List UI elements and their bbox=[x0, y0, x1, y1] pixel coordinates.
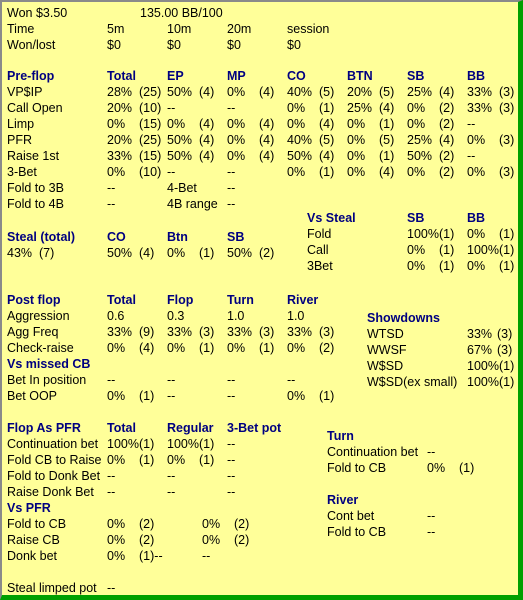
preflop-cell-count: (1) bbox=[379, 149, 395, 163]
preflop-cell-value: 20% bbox=[107, 133, 133, 147]
fold-to-3b-value: -- bbox=[107, 181, 116, 195]
bb-per-100: 135.00 BB/100 bbox=[140, 6, 223, 20]
vs-steal-cell-count: (1) bbox=[499, 259, 515, 273]
flop-as-pfr-cell-value: -- bbox=[167, 469, 176, 483]
vs-steal-cell-count: (1) bbox=[499, 227, 515, 241]
preflop-cell-count: (4) bbox=[439, 85, 455, 99]
preflop-cell-value: 25% bbox=[407, 133, 433, 147]
preflop-cell-value: 20% bbox=[107, 101, 133, 115]
flop-as-pfr-row-label: Fold to Donk Bet bbox=[7, 469, 101, 483]
wonlost-5m: $0 bbox=[107, 38, 121, 52]
vs-steal-cell-value: 0% bbox=[407, 243, 426, 257]
preflop-col-bb: BB bbox=[467, 69, 486, 83]
preflop-cell-value: 0% bbox=[227, 149, 246, 163]
missed-cb-cell-value: 0% bbox=[107, 389, 126, 403]
showdown-value: 33% bbox=[467, 327, 493, 341]
vs-steal-cell-count: (1) bbox=[499, 243, 515, 257]
preflop-cell-count: (4) bbox=[259, 85, 275, 99]
postflop-row-label: Aggression bbox=[7, 309, 70, 323]
steal-value: 0% bbox=[167, 246, 186, 260]
preflop-col-sb: SB bbox=[407, 69, 425, 83]
preflop-cell-count: (4) bbox=[379, 101, 395, 115]
preflop-row-label: VP$IP bbox=[7, 85, 43, 99]
wonlost-label: Won/lost bbox=[7, 38, 56, 52]
postflop-cell-value: 1.0 bbox=[287, 309, 305, 323]
river-value: -- bbox=[427, 509, 436, 523]
preflop-cell-value: 0% bbox=[227, 85, 246, 99]
vs-pfr-row-label: Donk bet bbox=[7, 549, 58, 563]
preflop-cell-value: 0% bbox=[467, 165, 486, 179]
steal-col-btn: Btn bbox=[167, 230, 188, 244]
vs-pfr-cell-count: (2) bbox=[139, 517, 155, 531]
postflop-cell-value: 33% bbox=[287, 325, 313, 339]
steal-col-co: CO bbox=[107, 230, 126, 244]
preflop-cell-value: 0% bbox=[227, 133, 246, 147]
showdown-label: WWSF bbox=[367, 343, 407, 357]
flop-as-pfr-cell-count: (1) bbox=[139, 437, 155, 451]
postflop-cell-count: (3) bbox=[259, 325, 275, 339]
vs-steal-col-bb: BB bbox=[467, 211, 486, 225]
turn-value: -- bbox=[427, 445, 436, 459]
preflop-cell-value: 50% bbox=[167, 133, 193, 147]
vs-steal-header: Vs Steal bbox=[307, 211, 356, 225]
turn-count: (1) bbox=[459, 461, 475, 475]
flop-as-pfr-cell-value: -- bbox=[167, 485, 176, 499]
preflop-cell-count: (2) bbox=[439, 117, 455, 131]
turn-value: 0% bbox=[427, 461, 446, 475]
preflop-cell-value: 0% bbox=[467, 133, 486, 147]
preflop-header: Pre-flop bbox=[7, 69, 55, 83]
showdown-value: 100%(1) bbox=[467, 375, 515, 389]
preflop-cell-count: (4) bbox=[439, 133, 455, 147]
postflop-row-label: Agg Freq bbox=[7, 325, 59, 339]
preflop-cell-count: (25) bbox=[139, 133, 162, 147]
missed-cb-cell-value: -- bbox=[107, 373, 116, 387]
preflop-col-btn: BTN bbox=[347, 69, 373, 83]
fourbet-label: 4-Bet bbox=[167, 181, 197, 195]
showdowns-header: Showdowns bbox=[367, 311, 440, 325]
steal-value: 50% bbox=[227, 246, 253, 260]
preflop-cell-count: (4) bbox=[199, 85, 215, 99]
preflop-cell-value: 0% bbox=[347, 133, 366, 147]
postflop-cell-value: 1.0 bbox=[227, 309, 245, 323]
postflop-cell-value: 33% bbox=[167, 325, 193, 339]
preflop-cell-value: 0% bbox=[227, 117, 246, 131]
preflop-cell-value: 0% bbox=[287, 101, 306, 115]
preflop-cell-value: 33% bbox=[107, 149, 133, 163]
steal-header: Steal (total) bbox=[7, 230, 76, 244]
postflop-col-turn: Turn bbox=[227, 293, 254, 307]
showdown-value: 67% bbox=[467, 343, 493, 357]
showdown-label: W$SD bbox=[367, 359, 404, 373]
preflop-cell-value: 33% bbox=[467, 101, 493, 115]
preflop-cell-count: (4) bbox=[319, 149, 335, 163]
flop-as-pfr-cell-value: 0% bbox=[107, 453, 126, 467]
steal-count: (4) bbox=[139, 246, 155, 260]
period-10m: 10m bbox=[167, 22, 192, 36]
vs-pfr-cell-count: (2) bbox=[234, 517, 250, 531]
steal-limped-label: Steal limped pot bbox=[7, 581, 97, 595]
preflop-cell-value: 0% bbox=[407, 165, 426, 179]
time-label: Time bbox=[7, 22, 35, 36]
steal-count: (2) bbox=[259, 246, 275, 260]
preflop-cell-value: -- bbox=[227, 165, 236, 179]
preflop-cell-count: (4) bbox=[259, 117, 275, 131]
vs-pfr-cell-value: 0% bbox=[107, 549, 126, 563]
vs-steal-cell-value: 0% bbox=[467, 259, 486, 273]
showdown-label: WTSD bbox=[367, 327, 404, 341]
preflop-cell-count: (1) bbox=[319, 101, 335, 115]
vs-steal-cell-value: 100% bbox=[407, 227, 439, 241]
preflop-cell-count: (5) bbox=[379, 133, 395, 147]
preflop-cell-value: 0% bbox=[347, 117, 366, 131]
preflop-col-ep: EP bbox=[167, 69, 184, 83]
won-amount: Won $3.50 bbox=[7, 6, 68, 20]
vs-pfr-cell-value: 0% bbox=[107, 533, 126, 547]
river-header: River bbox=[327, 493, 359, 507]
preflop-col-mp: MP bbox=[227, 69, 246, 83]
showdown-count: (3) bbox=[497, 327, 513, 341]
preflop-row-label: Raise 1st bbox=[7, 149, 60, 163]
preflop-cell-value: 33% bbox=[467, 85, 493, 99]
vs-pfr-row-label: Fold to CB bbox=[7, 517, 67, 531]
preflop-cell-value: 50% bbox=[287, 149, 313, 163]
vs-steal-row-label: Call bbox=[307, 243, 329, 257]
vs-pfr-cell-value: 0% bbox=[202, 533, 221, 547]
fourb-range-value: -- bbox=[227, 197, 236, 211]
postflop-cell-value: 33% bbox=[107, 325, 133, 339]
missed-cb-row-label: Bet OOP bbox=[7, 389, 58, 403]
flop-as-pfr-col-3bet: 3-Bet pot bbox=[227, 421, 282, 435]
preflop-cell-count: (2) bbox=[439, 165, 455, 179]
preflop-cell-value: 25% bbox=[347, 101, 373, 115]
wonlost-20m: $0 bbox=[227, 38, 241, 52]
period-session: session bbox=[287, 22, 330, 36]
postflop-cell-count: (4) bbox=[139, 341, 155, 355]
postflop-cell-count: (3) bbox=[199, 325, 215, 339]
wonlost-10m: $0 bbox=[167, 38, 181, 52]
postflop-header: Post flop bbox=[7, 293, 61, 307]
preflop-cell-value: 0% bbox=[167, 117, 186, 131]
preflop-cell-count: (4) bbox=[199, 117, 215, 131]
preflop-cell-count: (5) bbox=[379, 85, 395, 99]
fold-to-4b-value: -- bbox=[107, 197, 116, 211]
flop-as-pfr-cell-value: -- bbox=[227, 469, 236, 483]
preflop-cell-count: (10) bbox=[139, 101, 162, 115]
preflop-cell-count: (2) bbox=[439, 149, 455, 163]
steal-count: (7) bbox=[39, 246, 55, 260]
vs-steal-row-label: 3Bet bbox=[307, 259, 333, 273]
flop-as-pfr-cell-count: (1) bbox=[199, 453, 215, 467]
preflop-cell-value: 28% bbox=[107, 85, 133, 99]
flop-as-pfr-cell-value: 100% bbox=[107, 437, 139, 451]
flop-as-pfr-row-label: Continuation bet bbox=[7, 437, 99, 451]
river-label: Cont bet bbox=[327, 509, 375, 523]
missed-cb-cell-count: (1) bbox=[319, 389, 335, 403]
postflop-cell-count: (2) bbox=[319, 341, 335, 355]
missed-cb-cell-value: -- bbox=[167, 389, 176, 403]
river-label: Fold to CB bbox=[327, 525, 387, 539]
steal-value: 43% bbox=[7, 246, 33, 260]
preflop-cell-count: (4) bbox=[199, 149, 215, 163]
postflop-row-label: Check-raise bbox=[7, 341, 74, 355]
preflop-cell-value: 0% bbox=[287, 165, 306, 179]
preflop-cell-value: 40% bbox=[287, 85, 313, 99]
vs-pfr-cell-value: 0% bbox=[202, 517, 221, 531]
postflop-cell-value: 33% bbox=[227, 325, 253, 339]
vs-steal-cell-value: 100% bbox=[467, 243, 499, 257]
steal-count: (1) bbox=[199, 246, 215, 260]
postflop-col-total: Total bbox=[107, 293, 136, 307]
fourb-range-label: 4B range bbox=[167, 197, 218, 211]
vs-steal-cell-value: 0% bbox=[407, 259, 426, 273]
preflop-cell-count: (4) bbox=[259, 133, 275, 147]
postflop-cell-value: 0% bbox=[287, 341, 306, 355]
period-20m: 20m bbox=[227, 22, 252, 36]
preflop-cell-value: 0% bbox=[107, 165, 126, 179]
preflop-cell-count: (15) bbox=[139, 149, 162, 163]
preflop-row-label: PFR bbox=[7, 133, 32, 147]
vs-pfr-cell-value: -- bbox=[202, 549, 211, 563]
fold-to-4b-label: Fold to 4B bbox=[7, 197, 64, 211]
vs-steal-cell-value: 0% bbox=[467, 227, 486, 241]
preflop-cell-value: 0% bbox=[407, 101, 426, 115]
preflop-cell-value: 0% bbox=[107, 117, 126, 131]
preflop-cell-value: 0% bbox=[287, 117, 306, 131]
postflop-col-river: River bbox=[287, 293, 319, 307]
preflop-cell-value: 50% bbox=[407, 149, 433, 163]
preflop-cell-count: (5) bbox=[319, 85, 335, 99]
missed-cb-row-label: Bet In position bbox=[7, 373, 87, 387]
preflop-cell-count: (3) bbox=[499, 101, 515, 115]
flop-as-pfr-cell-value: -- bbox=[227, 453, 236, 467]
postflop-cell-count: (1) bbox=[259, 341, 275, 355]
steal-limped-value: -- bbox=[107, 581, 116, 595]
missed-cb-cell-value: 0% bbox=[287, 389, 306, 403]
flop-as-pfr-cell-count: (1) bbox=[139, 453, 155, 467]
flop-as-pfr-cell-value: -- bbox=[227, 437, 236, 451]
preflop-cell-count: (4) bbox=[259, 149, 275, 163]
preflop-cell-value: -- bbox=[467, 149, 476, 163]
flop-as-pfr-cell-value: -- bbox=[107, 485, 116, 499]
vs-pfr-cell-value: 0% bbox=[107, 517, 126, 531]
flop-as-pfr-cell-value: 0% bbox=[167, 453, 186, 467]
preflop-cell-value: -- bbox=[167, 101, 176, 115]
fold-to-3b-label: Fold to 3B bbox=[7, 181, 64, 195]
steal-col-sb: SB bbox=[227, 230, 245, 244]
vs-steal-row-label: Fold bbox=[307, 227, 332, 241]
postflop-cell-value: 0.6 bbox=[107, 309, 125, 323]
preflop-cell-count: (5) bbox=[319, 133, 335, 147]
preflop-cell-count: (4) bbox=[199, 133, 215, 147]
showdown-count: (3) bbox=[497, 343, 513, 357]
preflop-col-co: CO bbox=[287, 69, 306, 83]
missed-cb-cell-value: -- bbox=[227, 389, 236, 403]
preflop-col-total: Total bbox=[107, 69, 136, 83]
flop-as-pfr-row-label: Fold CB to Raise bbox=[7, 453, 102, 467]
preflop-cell-count: (15) bbox=[139, 117, 162, 131]
vs-pfr-header: Vs PFR bbox=[7, 501, 51, 515]
preflop-cell-count: (25) bbox=[139, 85, 162, 99]
preflop-cell-value: 20% bbox=[347, 85, 373, 99]
missed-cb-cell-value: -- bbox=[167, 373, 176, 387]
preflop-cell-count: (1) bbox=[319, 165, 335, 179]
postflop-cell-value: 0% bbox=[107, 341, 126, 355]
vs-steal-cell-count: (1) bbox=[439, 259, 455, 273]
turn-label: Fold to CB bbox=[327, 461, 387, 475]
preflop-row-label: Call Open bbox=[7, 101, 63, 115]
flop-as-pfr-cell-value: -- bbox=[227, 485, 236, 499]
postflop-cell-value: 0% bbox=[167, 341, 186, 355]
preflop-cell-count: (4) bbox=[319, 117, 335, 131]
preflop-cell-count: (4) bbox=[379, 165, 395, 179]
river-value: -- bbox=[427, 525, 436, 539]
preflop-cell-value: -- bbox=[227, 101, 236, 115]
flop-as-pfr-header: Flop As PFR bbox=[7, 421, 81, 435]
postflop-cell-value: 0.3 bbox=[167, 309, 185, 323]
steal-value: 50% bbox=[107, 246, 133, 260]
missed-cb-cell-value: -- bbox=[227, 373, 236, 387]
missed-cb-cell-count: (1) bbox=[139, 389, 155, 403]
vs-steal-cell-count: (1) bbox=[439, 243, 455, 257]
postflop-cell-count: (3) bbox=[319, 325, 335, 339]
preflop-cell-value: 25% bbox=[407, 85, 433, 99]
vs-pfr-cell-count: (1)-- bbox=[139, 549, 163, 563]
preflop-cell-value: 50% bbox=[167, 149, 193, 163]
flop-as-pfr-row-label: Raise Donk Bet bbox=[7, 485, 94, 499]
flop-as-pfr-cell-count: (1) bbox=[199, 437, 215, 451]
preflop-cell-count: (3) bbox=[499, 133, 515, 147]
fourbet-value: -- bbox=[227, 181, 236, 195]
postflop-col-flop: Flop bbox=[167, 293, 194, 307]
vs-missed-cb-header: Vs missed CB bbox=[7, 357, 91, 371]
turn-label: Continuation bet bbox=[327, 445, 419, 459]
flop-as-pfr-cell-value: 100% bbox=[167, 437, 199, 451]
preflop-cell-value: 0% bbox=[407, 117, 426, 131]
preflop-cell-value: 50% bbox=[167, 85, 193, 99]
preflop-cell-count: (10) bbox=[139, 165, 162, 179]
vs-steal-col-sb: SB bbox=[407, 211, 425, 225]
preflop-cell-count: (1) bbox=[379, 117, 395, 131]
vs-pfr-cell-count: (2) bbox=[234, 533, 250, 547]
preflop-row-label: Limp bbox=[7, 117, 35, 131]
vs-pfr-row-label: Raise CB bbox=[7, 533, 60, 547]
vs-steal-cell-count: (1) bbox=[439, 227, 455, 241]
flop-as-pfr-col-total: Total bbox=[107, 421, 136, 435]
postflop-cell-value: 0% bbox=[227, 341, 246, 355]
preflop-cell-count: (2) bbox=[439, 101, 455, 115]
preflop-cell-count: (3) bbox=[499, 165, 515, 179]
turn-header: Turn bbox=[327, 429, 354, 443]
flop-as-pfr-col-regular: Regular bbox=[167, 421, 214, 435]
preflop-cell-count: (3) bbox=[499, 85, 515, 99]
period-5m: 5m bbox=[107, 22, 125, 36]
showdown-label: W$SD(ex small) bbox=[367, 375, 458, 389]
wonlost-session: $0 bbox=[287, 38, 301, 52]
missed-cb-cell-value: -- bbox=[287, 373, 296, 387]
showdown-value: 100%(1) bbox=[467, 359, 515, 373]
preflop-cell-value: -- bbox=[167, 165, 176, 179]
flop-as-pfr-cell-value: -- bbox=[107, 469, 116, 483]
vs-pfr-cell-count: (2) bbox=[139, 533, 155, 547]
postflop-cell-count: (9) bbox=[139, 325, 155, 339]
preflop-cell-value: 40% bbox=[287, 133, 313, 147]
preflop-row-label: 3-Bet bbox=[7, 165, 37, 179]
postflop-cell-count: (1) bbox=[199, 341, 215, 355]
preflop-cell-value: 0% bbox=[347, 165, 366, 179]
preflop-cell-value: 0% bbox=[347, 149, 366, 163]
preflop-cell-value: -- bbox=[467, 117, 476, 131]
